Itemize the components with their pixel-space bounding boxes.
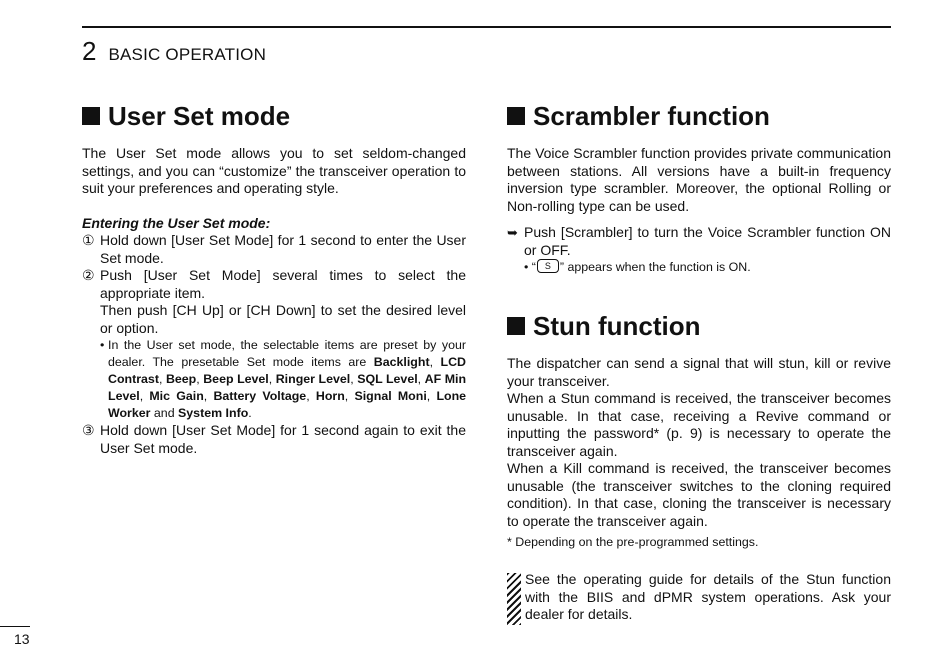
note-text: In the User set mode, the selectable items are preset by your dealer. The presetable Set mode items are <box>108 338 466 369</box>
step-2-text: Push [User Set Mode] several times to select the appropriate item. <box>100 267 466 301</box>
user-set-title: User Set mode <box>108 101 291 131</box>
stun-title: Stun function <box>533 311 701 341</box>
chapter-title: BASIC OPERATION <box>108 45 267 64</box>
right-column <box>507 100 891 625</box>
item-horn: Horn <box>315 389 345 403</box>
step-3-marker: ③ <box>82 422 95 438</box>
user-set-heading <box>82 100 466 132</box>
stun-para-2: When a Stun command is received, the transceiver becomes unusable. In that case, receiving a Revive command or inputting the password* (p. 9) is necessary to operate the transceiver again. <box>507 390 891 459</box>
user-set-section <box>82 100 466 457</box>
stun-heading <box>507 310 891 342</box>
page-number-rule <box>0 626 30 627</box>
item-lone-worker: Lone Worker <box>108 389 467 420</box>
step-2 <box>82 267 466 422</box>
item-ringer-level: Ringer Level <box>275 372 351 386</box>
preset-items-note: • In the User set mode, the selectable items are preset by your dealer. The presetable Set mode items are Backlight, LCD Contrast, Beep, Beep Level, Ringer Level, SQL Level, AF Min Level, Mic Gain, Battery Voltage, Horn, Signal Moni, Lone Worker and System Info. <box>100 338 467 420</box>
guide-note-text: See the operating guide for details of the Stun function with the BIIS and dPMR system operations. Ask your dealer for details. <box>525 571 891 622</box>
arrow-icon: ➥ <box>507 225 518 240</box>
square-bullet-icon <box>82 107 100 125</box>
chapter-number: 2 <box>82 36 97 66</box>
scrambler-title: Scrambler function <box>533 101 770 131</box>
step-1-marker: ① <box>82 232 95 248</box>
item-beep: Beep <box>165 372 197 386</box>
scrambler-icon: S <box>537 259 559 273</box>
scrambler-icon-note: • “ S ” appears when the function is ON. <box>524 260 751 274</box>
note-bullet: • <box>100 338 105 352</box>
user-set-intro: The User Set mode allows you to set seldom-changed settings, and you can “customize” the transceiver operation to suit your preferences and operating style. <box>82 145 466 196</box>
step-3 <box>82 422 466 457</box>
guide-note <box>507 571 891 625</box>
user-set-subheading: Entering the User Set mode: <box>82 214 271 231</box>
item-signal-moni: Signal Moni <box>354 389 427 403</box>
scrambler-intro: The Voice Scrambler function provides private communication between stations. All versions have a built-in frequency inversion type scrambler. Moreover, the optional Rolling or Non-rolling type can be used. <box>507 145 891 214</box>
step-2b-text: Then push [CH Up] or [CH Down] to set the desired level or option. <box>100 302 466 336</box>
item-mic-gain: Mic Gain <box>149 389 204 403</box>
item-system-info: System Info <box>178 406 249 420</box>
scrambler-instruction <box>507 224 891 259</box>
square-bullet-icon <box>507 107 525 125</box>
square-bullet-icon <box>507 317 525 335</box>
item-backlight: Backlight <box>373 355 430 369</box>
chapter-header <box>82 36 266 66</box>
step-1-text: Hold down [User Set Mode] for 1 second to enter the User Set mode. <box>100 232 466 266</box>
stun-footnote: * Depending on the pre-programmed settings. <box>507 535 759 549</box>
item-af-min-level: AF Min Level <box>108 372 467 403</box>
item-sql-level: SQL Level <box>357 372 418 386</box>
stun-para-1: The dispatcher can send a signal that will stun, kill or revive your transceiver. <box>507 355 891 389</box>
page-number: 13 <box>14 631 30 647</box>
scrambler-push-text: Push [Scrambler] to turn the Voice Scrambler function ON or OFF. <box>524 224 891 258</box>
item-beep-level: Beep Level <box>203 372 269 386</box>
step-2-marker: ② <box>82 267 95 283</box>
step-1 <box>82 232 466 267</box>
item-lcd-contrast: LCD Contrast <box>108 355 466 386</box>
stun-para-3: When a Kill command is received, the transceiver becomes unusable (the transceiver switches to the cloning required condition). In that case, cloning the transceiver is necessary to operate the transceiver again. <box>507 460 891 529</box>
header-rule <box>82 26 891 28</box>
item-battery-voltage: Battery Voltage <box>213 389 307 403</box>
step-3-text: Hold down [User Set Mode] for 1 second again to exit the User Set mode. <box>100 422 466 456</box>
scrambler-heading <box>507 100 891 132</box>
note-hatch-icon <box>507 573 521 625</box>
